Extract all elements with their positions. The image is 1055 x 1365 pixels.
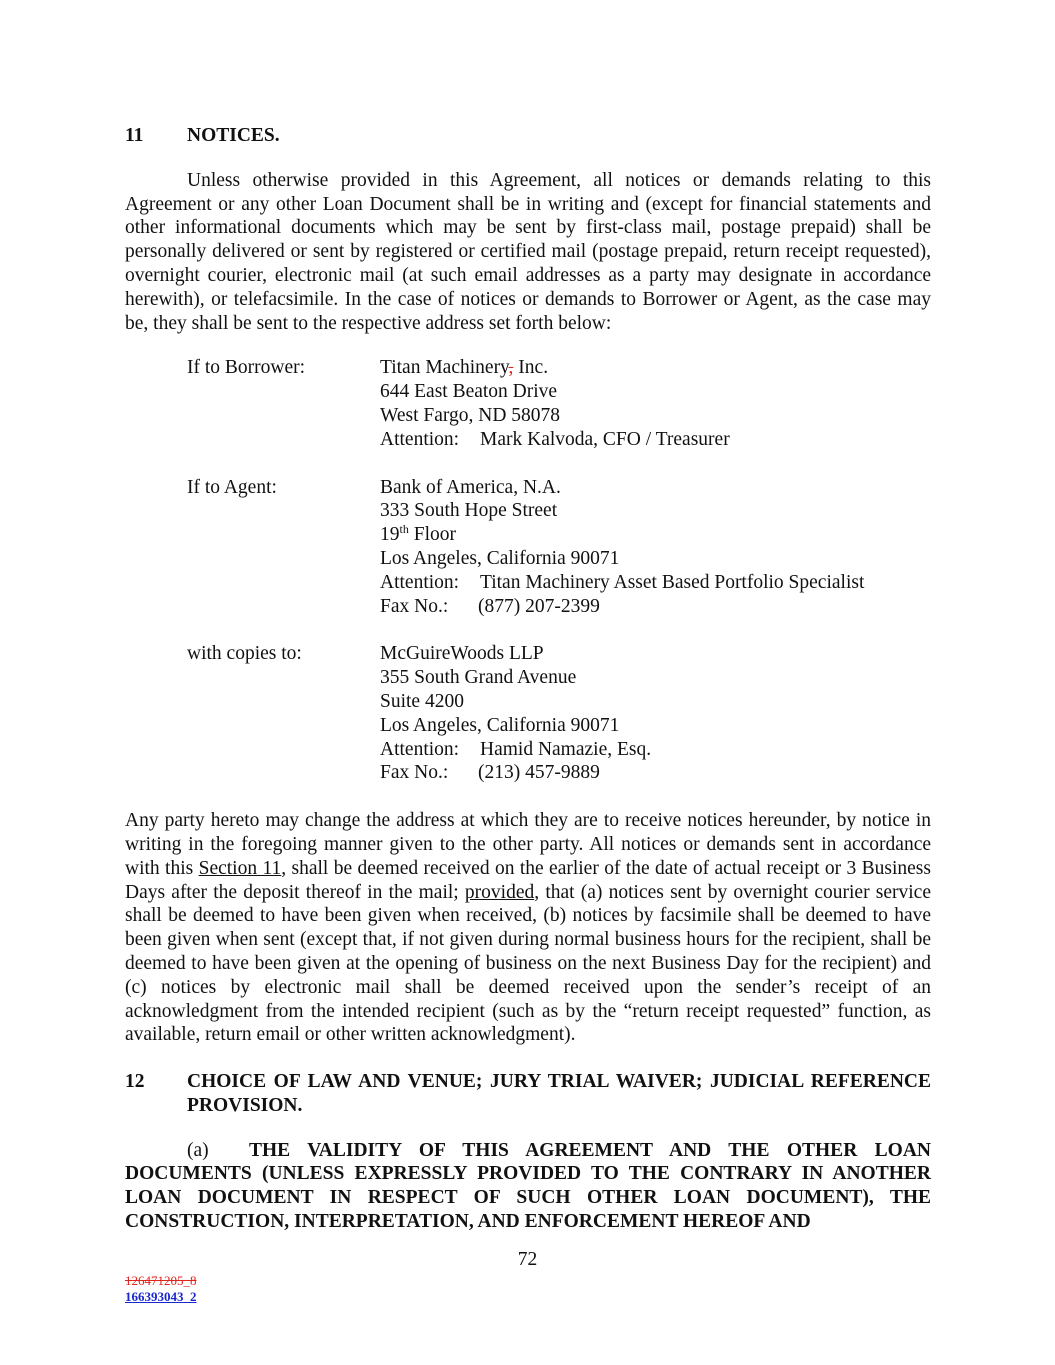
borrower-name xyxy=(380,356,730,380)
agent-label: If to Agent: xyxy=(187,476,277,498)
borrower-city: West Fargo, ND 58078 xyxy=(380,404,561,426)
attention-value: Hamid Namazie, Esq. xyxy=(480,738,652,760)
notices-closing-paragraph xyxy=(125,809,931,1047)
fax-value: (877) 207-2399 xyxy=(478,595,600,617)
notices-intro-paragraph: Unless otherwise provided in this Agreement, all notices or demands relating to this Agreement or any other Loan Document shall be in writing and (except for financial statements and other informational documents which may be sent by first-class mail, postage prepaid) shall be personally delivered or sent by registered or certified mail (postage prepaid, return receipt requested), overnight courier, electronic mail (at such email addresses as a party may designate in accordance herewith), or telefacsimile. In the case of notices or demands to Borrower or Agent, as the case may be, they shall be sent to the respective address set forth below: xyxy=(125,169,931,334)
document-body xyxy=(125,124,931,1234)
agent-street: 333 South Hope Street xyxy=(380,500,558,522)
copies-attention xyxy=(380,738,651,762)
floor-number: 19 xyxy=(380,524,400,546)
agent-city: Los Angeles, California 90071 xyxy=(380,547,620,569)
section-11-heading xyxy=(125,124,931,148)
borrower-address-block xyxy=(187,356,931,451)
section-number: 11 xyxy=(125,125,144,146)
copies-street: 355 South Grand Avenue xyxy=(380,667,577,689)
copies-suite: Suite 4200 xyxy=(380,690,464,712)
section-title: NOTICES. xyxy=(187,125,280,146)
fax-value: (213) 457-9889 xyxy=(478,762,600,784)
section-12-paragraph-a xyxy=(125,1139,931,1234)
deleted-comma: , xyxy=(508,357,514,379)
doc-id-deleted: 126471205_8 xyxy=(125,1273,197,1288)
paragraph-label: (a) xyxy=(187,1139,209,1161)
copies-city: Los Angeles, California 90071 xyxy=(380,714,620,736)
floor-ordinal: th xyxy=(399,522,409,537)
agent-attention xyxy=(380,571,864,595)
borrower-label: If to Borrower: xyxy=(187,357,306,379)
agent-floor xyxy=(380,523,864,547)
section-number: 12 xyxy=(125,1071,145,1093)
attention-label: Attention: xyxy=(380,428,460,450)
fax-label: Fax No.: xyxy=(380,762,449,784)
copies-label: with copies to: xyxy=(187,643,302,665)
section-11-reference: Section 11 xyxy=(198,857,282,879)
agent-address-block xyxy=(187,476,931,619)
agent-fax xyxy=(380,595,864,619)
closing-text-3: , that (a) notices sent by overnight courier service shall be deemed to have been given when received, (b) notices by facsimile shall be deemed to have been given when sent (except that, if not given during normal business hours for the recipient, shall be deemed to have been given at the opening of business on the next Business Day for the recipient) and (c) notices by electronic mail shall be deemed received upon the sender’s receipt of an acknowledgment from the intended recipient (such as by the “return receipt requested” function, as available, return email or other written acknowledgment). xyxy=(125,881,931,1046)
section-title: CHOICE OF LAW AND VENUE; JURY TRIAL WAIVER; JUDICIAL REFERENCE PROVISION. xyxy=(187,1071,931,1116)
copies-fax xyxy=(380,761,651,785)
provided-term: provided xyxy=(464,881,535,903)
borrower-address-lines xyxy=(380,356,730,451)
attention-value: Mark Kalvoda, CFO / Treasurer xyxy=(480,428,730,450)
borrower-street: 644 East Beaton Drive xyxy=(380,381,558,403)
attention-label: Attention: xyxy=(380,738,460,760)
page-number: 72 xyxy=(517,1249,538,1270)
copies-address-block xyxy=(187,642,931,785)
paragraph-a-text: THE VALIDITY OF THIS AGREEMENT AND THE OTHER LOAN DOCUMENTS (UNLESS EXPRESSLY PROVIDED TO THE CONTRARY IN ANOTHER LOAN DOCUMENT IN RESPECT OF SUCH OTHER LOAN DOCUMENT), THE CONSTRUCTION, INTERPRETATION, AND ENFORCEMENT HEREOF AND xyxy=(125,1139,931,1233)
fax-label: Fax No.: xyxy=(380,595,449,617)
doc-id-inserted: 166393043_2 xyxy=(125,1289,197,1304)
attention-label: Attention: xyxy=(380,571,460,593)
floor-word: Floor xyxy=(408,524,456,546)
closing-text-2: , shall be deemed received on the earlier of the date of actual receipt or 3 Business Days after the deposit thereof in the mail; xyxy=(125,857,931,903)
borrower-attention xyxy=(380,428,730,452)
section-12-heading xyxy=(125,1070,931,1118)
agent-address-lines xyxy=(380,476,864,619)
copies-firm: McGuireWoods LLP xyxy=(380,643,544,665)
borrower-name-part: Titan Machinery xyxy=(380,357,509,379)
attention-value: Titan Machinery Asset Based Portfolio Specialist xyxy=(480,571,865,593)
copies-address-lines xyxy=(380,642,651,785)
closing-text-1: Any party hereto may change the address at which they are to receive notices hereunder, by notice in writing in the foregoing manner given to the other party. All notices or demands sent in accordance with this xyxy=(125,810,931,879)
borrower-name-suffix: Inc. xyxy=(513,357,549,379)
agent-name: Bank of America, N.A. xyxy=(380,476,561,498)
